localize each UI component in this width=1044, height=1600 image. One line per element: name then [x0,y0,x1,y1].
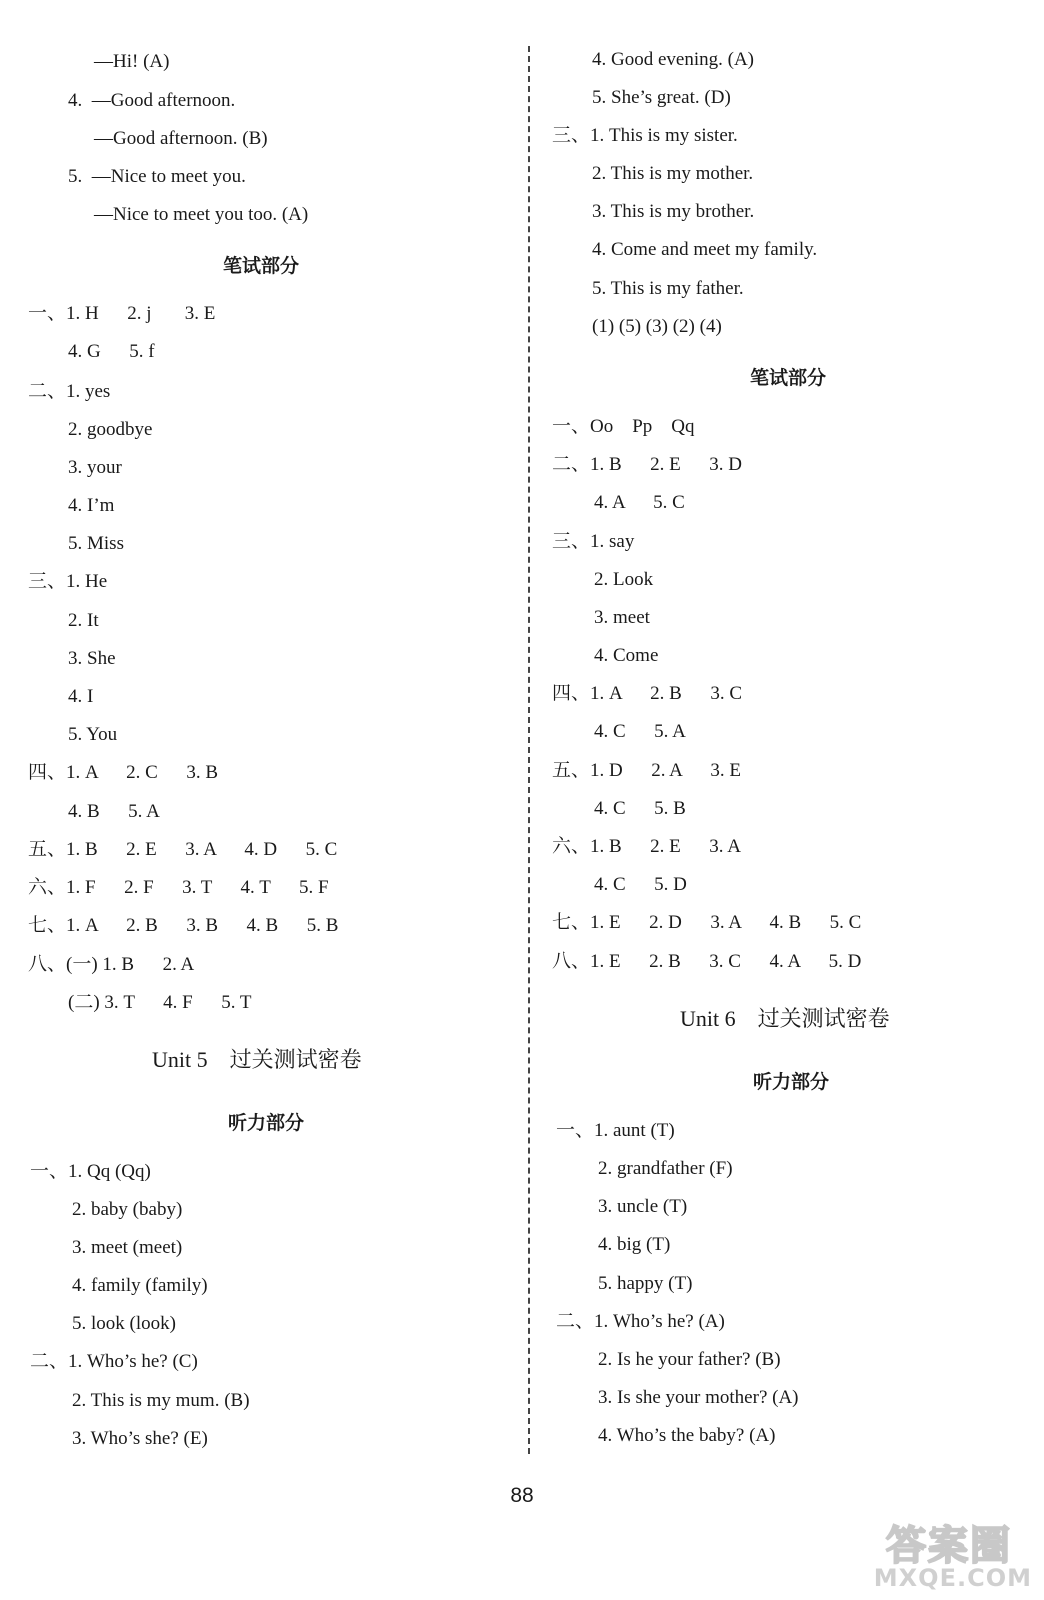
answer-line: 4. I’m [68,495,115,516]
unit-title: Unit 5 过关测试密卷 [152,1047,362,1072]
answer-line: 3. uncle (T) [598,1196,688,1217]
answer-line: 5. —Nice to meet you. [68,166,246,187]
answer-line: 二、1. Who’s he? (C) [30,1351,198,1372]
answer-line: 二、1. Who’s he? (A) [556,1311,725,1332]
answer-line: 七、1. A 2. B 3. B 4. B 5. B [28,915,339,936]
unit-title: Unit 6 过关测试密卷 [680,1006,890,1031]
answer-line: 5. This is my father. [592,278,744,299]
answer-line: 八、(一) 1. B 2. A [28,954,195,975]
answer-line: 3. your [68,457,122,478]
answer-line: 3. meet [594,607,650,628]
answer-line: 一、Oo Pp Qq [552,416,695,437]
answer-line: 七、1. E 2. D 3. A 4. B 5. C [552,912,862,933]
answer-line: 一、1. Qq (Qq) [30,1161,151,1182]
section-heading-listening: 听力部分 [228,1112,305,1134]
answer-line: 4. family (family) [72,1275,208,1296]
answer-line: 2. Look [594,569,654,590]
answer-line: (1) (5) (3) (2) (4) [592,316,722,337]
answer-line: 四、1. A 2. C 3. B [28,762,219,783]
answer-line: 5. She’s great. (D) [592,87,731,108]
answer-line: —Nice to meet you too. (A) [94,204,309,225]
answer-line: 5. look (look) [72,1313,176,1334]
answer-line: 三、1. This is my sister. [552,125,738,146]
answer-line: —Good afternoon. (B) [94,128,268,149]
watermark-logo [852,1514,1032,1592]
answer-line: 六、1. B 2. E 3. A [552,836,741,857]
answer-line: 4. Come [594,645,659,666]
answer-line: 一、1. aunt (T) [556,1120,675,1141]
answer-line: 一、1. H 2. j 3. E [28,303,216,324]
answer-line: 五、1. B 2. E 3. A 4. D 5. C [28,839,338,860]
answer-line: 2. grandfather (F) [598,1158,733,1179]
answer-line: 2. It [68,610,99,631]
answer-line: 4. Good evening. (A) [592,49,754,70]
answer-line: 4. C 5. A [594,721,686,742]
answer-line: 5. happy (T) [598,1273,693,1294]
answer-line: 3. meet (meet) [72,1237,183,1258]
answer-line: 5. Miss [68,533,124,554]
answer-line: 3. She [68,648,116,669]
answer-line: 五、1. D 2. A 3. E [552,760,741,781]
answer-line: 四、1. A 2. B 3. C [552,683,743,704]
watermark-text-top: 答案圈 [886,1523,1012,1569]
answer-line: 5. You [68,724,118,745]
answer-line: 2. This is my mother. [592,163,754,184]
answer-line: 二、1. yes [28,381,111,402]
answer-line: 2. This is my mum. (B) [72,1390,250,1411]
answer-line: 4. I [68,686,94,707]
answer-line: 4. B 5. A [68,801,160,822]
answer-line: 4. big (T) [598,1234,671,1255]
answer-line: 4. C 5. B [594,798,686,819]
section-heading-written: 笔试部分 [750,367,827,389]
answer-line: 2. goodbye [68,419,153,440]
column-divider [528,46,530,1454]
answer-line: (二) 3. T 4. F 5. T [68,992,252,1013]
answer-line: 4. C 5. D [594,874,687,895]
answer-line: 4. Come and meet my family. [592,239,818,260]
answer-line: 4. A 5. C [594,492,685,513]
answer-line: 4. —Good afternoon. [68,90,236,111]
answer-line: 八、1. E 2. B 3. C 4. A 5. D [552,951,862,972]
answer-line: 2. baby (baby) [72,1199,183,1220]
answer-line: 三、1. He [28,571,108,592]
answer-line: 3. This is my brother. [592,201,755,222]
answer-line: 3. Is she your mother? (A) [598,1387,799,1408]
answer-line: 2. Is he your father? (B) [598,1349,781,1370]
answer-line: 二、1. B 2. E 3. D [552,454,743,475]
answer-line: 六、1. F 2. F 3. T 4. T 5. F [28,877,329,898]
section-heading-written: 笔试部分 [223,255,300,277]
answer-line: 4. G 5. f [68,341,155,362]
watermark-text-bottom: MXQE.COM [873,1564,1032,1592]
section-heading-listening: 听力部分 [753,1071,830,1093]
answer-line: —Hi! (A) [94,51,170,72]
answer-line: 三、1. say [552,531,635,552]
answer-line: 4. Who’s the baby? (A) [598,1425,776,1446]
answer-line: 3. Who’s she? (E) [72,1428,208,1449]
page-number: 88 [510,1484,534,1507]
